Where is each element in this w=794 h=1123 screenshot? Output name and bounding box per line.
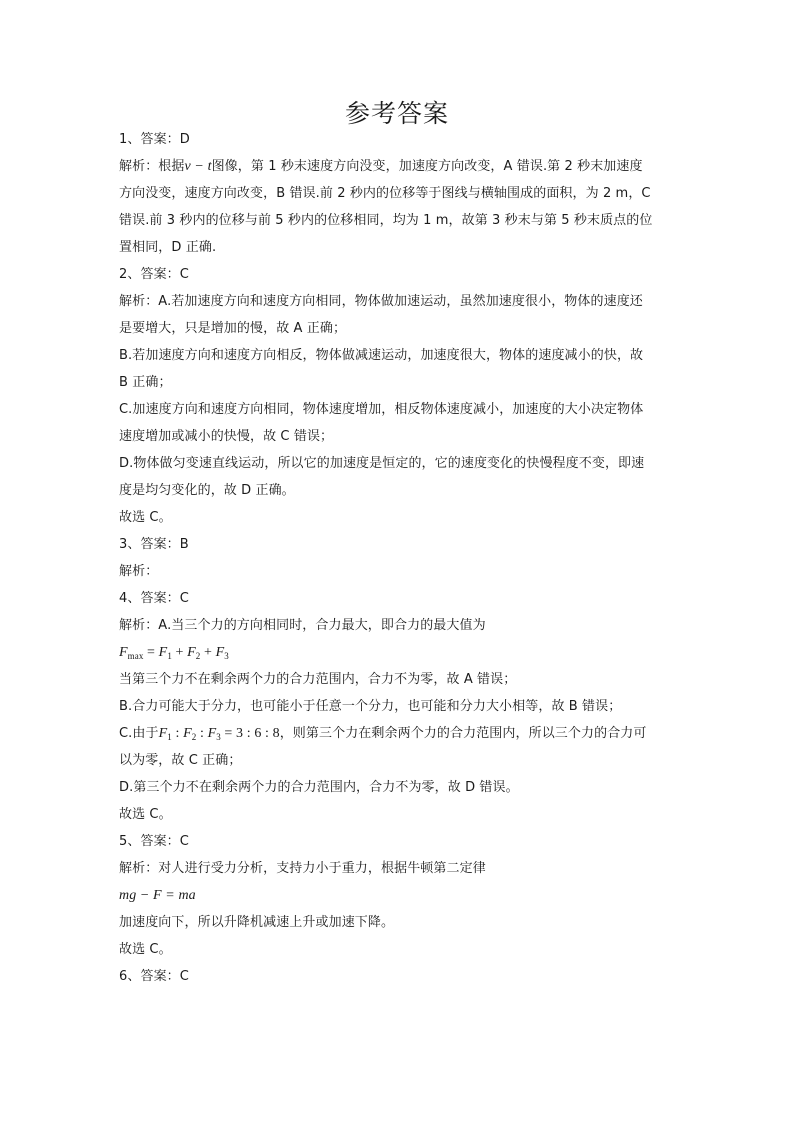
q1-exp-text-a: 解析：根据 (119, 159, 185, 174)
q2-c-line-2: 速度增加或减小的快慢，故 C 错误； (119, 429, 334, 444)
q4-b-line-1: B.合力可能大于分力，也可能小于任意一个分力，也可能和分力大小相等，故 B 错误； (119, 699, 622, 714)
q4-c-line-2: 以为零，故 C 正确； (119, 753, 242, 768)
q5-newton-formula: mg − F = ma (119, 888, 196, 903)
q4-force-ratio: $F_1$ : $F_2$ : $F_3 = 3$ : 6 : 8 (158, 726, 280, 742)
q1-explanation-line-3: 错误.前 3 秒内的位移与前 5 秒内的位移相同，均为 1 m，故第 3 秒末与第 5 秒末质点的位 (119, 213, 653, 228)
q4-fmax-formula: $F_{max} = F_1 + F_2 + F_3$ (119, 645, 229, 661)
q6-answer: 6、答案：C (119, 969, 189, 984)
q2-b-line-1: B.若加速度方向和速度方向相反，物体做减速运动，加速度很大，物体的速度减小的快，故 (119, 348, 644, 363)
page-title: 参考答案 (344, 99, 449, 128)
q4-answer: 4、答案：C (119, 591, 189, 606)
q2-answer: 2、答案：C (119, 267, 189, 282)
answer-content (119, 126, 675, 990)
q4-d-line-1: D.第三个力不在剩余两个力的合力范围内，合力不为零，故 D 错误。 (119, 780, 519, 795)
q5-explanation-line-2: 加速度向下，所以升降机减速上升或加速下降。 (119, 915, 395, 930)
q4-c-line-1: C.由于$F_1$ : $F_2$ : $F_3 = 3$ : 6 : 8，则第三个力在剩余两个力的合力范围内，所以三个力的合力可 (119, 726, 647, 742)
q2-a-line-2: 是要增大，只是增加的慢，故 A 正确； (119, 321, 347, 336)
q5-answer: 5、答案：C (119, 834, 189, 849)
q4-choose: 故选 C。 (119, 807, 172, 822)
q2-d-line-1: D.物体做匀变速直线运动，所以它的加速度是恒定的，它的速度变化的快慢程度不变，即速 (119, 456, 645, 471)
q1-answer: 1、答案：D (119, 132, 190, 147)
q2-choose: 故选 C。 (119, 510, 172, 525)
q2-a-line-1: 解析：A.若加速度方向和速度方向相同，物体做加速运动，虽然加速度很小，物体的速度还 (119, 294, 643, 309)
q5-choose: 故选 C。 (119, 942, 172, 957)
q2-b-line-2: B 正确； (119, 375, 172, 390)
q2-d-line-2: 度是均匀变化的，故 D 正确。 (119, 483, 295, 498)
q2-c-line-1: C.加速度方向和速度方向相同，物体速度增加，相反物体速度减小，加速度的大小决定物体 (119, 402, 644, 417)
q1-explanation-line-1 (119, 153, 675, 180)
q5-explanation-line-1: 解析：对人进行受力分析，支持力小于重力，根据牛顿第二定律 (119, 861, 486, 876)
q1-vt-math: v − t (184, 159, 212, 174)
q3-answer: 3、答案：B (119, 537, 189, 552)
q4-a-line-1: 解析：A.当三个力的方向相同时，合力最大，即合力的最大值为 (119, 618, 486, 633)
q1-explanation-line-2: 方向没变，速度方向改变，B 错误.前 2 秒内的位移等于图线与横轴围成的面积，为 2 m，C (119, 186, 651, 201)
q1-exp-text-b: 图像，第 1 秒末速度方向没变，加速度方向改变，A 错误.第 2 秒末加速度 (211, 159, 643, 174)
q3-explanation: 解析： (119, 564, 159, 579)
q4-a-line-2: 当第三个力不在剩余两个力的合力范围内，合力不为零，故 A 错误； (119, 672, 517, 687)
q1-explanation-line-4: 置相同，D 正确. (119, 240, 217, 255)
